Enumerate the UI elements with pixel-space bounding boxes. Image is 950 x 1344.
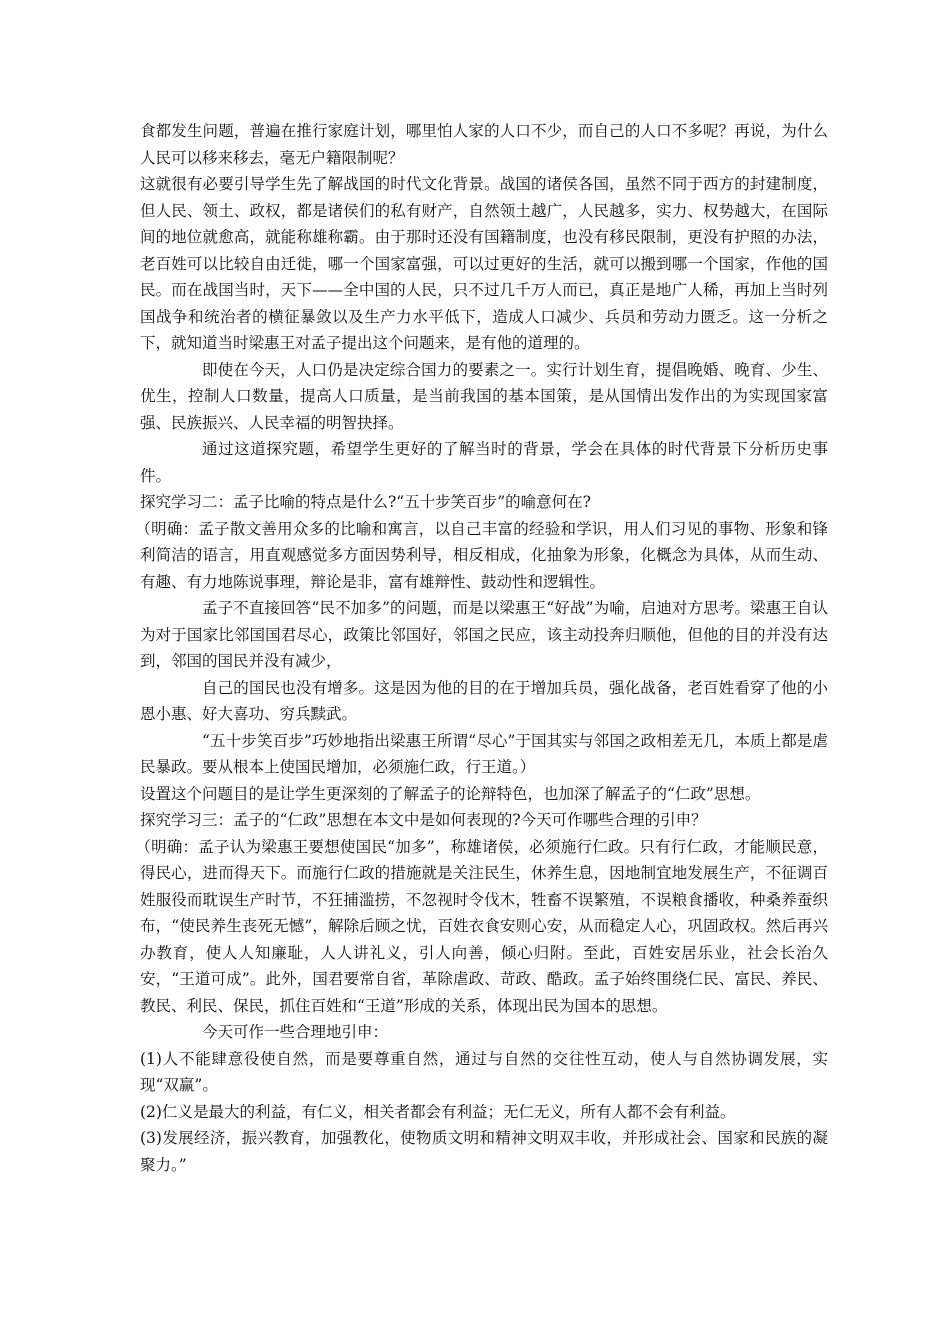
paragraph-own-citizens: 自己的国民也没有增多。这是因为他的目的在于增加兵员，强化战备，老百姓看穿了他的小恩小惠、好大喜功、穷兵黩武。 bbox=[140, 678, 828, 723]
paragraph-fifty-steps: “五十步笑百步”巧妙地指出梁惠王所谓“尽心”于国其实与邻国之政相差无几，本质上都是虐民暴政。要从根本上使国民增加，必须施仁政，行王道。） bbox=[140, 731, 828, 776]
paragraph-mencius-answer: 孟子不直接回答“民不加多”的问题，而是以梁惠王“好战”为喻，启迪对方思考。梁惠王自认为对于国家比邻国国君尽心，政策比邻国好，邻国之民应，该主动投奔归顺他，但他的目的并没有达到，邻国的国民并没有减少， bbox=[140, 599, 828, 670]
paragraph-extension-intro: 今天可作一些合理地引申： bbox=[202, 1023, 389, 1041]
list-item-extension-1: (1)人不能肆意役使自然，而是要尊重自然，通过与自然的交往性互动，使人与自然协调发展，实现“双赢”。 bbox=[140, 1049, 828, 1094]
heading-exploration-three: 探究学习三：孟子的“仁政”思想在本文中是如何表现的?今天可作哪些合理的引申？ bbox=[140, 811, 707, 829]
heading-exploration-two: 探究学习二：孟子比喻的特点是什么?“五十步笑百步”的喻意何在? bbox=[140, 493, 591, 511]
list-item-extension-3: (3)发展经济，振兴教育，加强教化，使物质文明和精神文明双丰收，并形成社会、国家和民族的凝聚力。” bbox=[140, 1129, 828, 1174]
list-item-extension-2: (2)仁义是最大的利益，有仁义，相关者都会有利益；无仁无义，所有人都不会有利益。 bbox=[140, 1102, 736, 1121]
paragraph-question-purpose: 设置这个问题目的是让学生更深刻的了解孟子的论辩特色，也加深了解孟子的“仁政”思想。 bbox=[140, 784, 761, 803]
paragraph-clarify-metaphor: （明确：孟子散文善用众多的比喻和寓言，以自己丰富的经验和学识，用人们习见的事物、形象和锋利简洁的语言，用直观感觉多方面因势利导，相反相成，化抽象为形象，化概念为具体，从而生动、有趣、有力地陈说事理，辩论是非，富有雄辩性、鼓动性和逻辑性。 bbox=[135, 519, 828, 591]
paragraph-population-today: 即使在今天，人口仍是决定综合国力的要素之一。实行计划生育，提倡晚婚、晚育、少生、优生，控制人口数量，提高人口质量，是当前我国的基本国策，是从国情出发作出的为实现国家富强、民族振兴、人民幸福的明智抉择。 bbox=[140, 360, 828, 432]
paragraph-exploration-purpose: 通过这道探究题，希望学生更好的了解当时的背景，学会在具体的时代背景下分析历史事件。 bbox=[140, 440, 828, 485]
document-body bbox=[135, 118, 828, 1178]
paragraph-background-analysis: 这就很有必要引导学生先了解战国的时代文化背景。战国的诸侯各国，虽然不同于西方的封建制度，但人民、领土、政权，都是诸侯们的私有财产，自然领土越广，人民越多，实力、权势越大，在国际间的地位就愈高，就能称雄称霸。由于那时还没有国籍制度，也没有移民限制，更没有护照的办法，老百姓可以比较自由迁徙，哪一个国家富强，可以过更好的生活，就可以搬到哪一个国家，作他的国民。而在战国当时，天下——全中国的人民，只不过几千万人而已，真正是地广人稀，再加上当时列国战争和统治者的横征暴敛以及生产力水平低下，造成人口减少、兵员和劳动力匮乏。这一分析之下，就知道当时梁惠王对孟子提出这个问题来，是有他的道理的。 bbox=[140, 175, 828, 352]
paragraph-continuation: 食都发生问题，普遍在推行家庭计划，哪里怕人家的人口不少，而自己的人口不多呢？再说，为什么人民可以移来移去，毫无户籍限制呢？ bbox=[140, 122, 828, 167]
paragraph-clarify-benevolence: （明确：孟子认为梁惠王要想使国民“加多”，称雄诸侯，必须施行仁政。只有行仁政，才能顺民意，得民心，进而得天下。而施行仁政的措施就是关注民生，休养生息，因地制宜地发展生产，不征调百姓服役而耽误生产时节，不狂捕滥捞，不忽视时令伐木，牲畜不误繁殖，不误粮食播收，种桑养蚕织布，“使民养生丧死无憾”，解除后顾之忧，百姓衣食安则心安，从而稳定人心，巩固政权。然后再兴办教育，使人人知廉耻，人人讲礼义，引人向善，倾心归附。至此，百姓安居乐业，社会长治久安，“王道可成”。此外，国君要常自省，革除虐政、苛政、酷政。孟子始终围绕仁民、富民、养民、教民、利民、保民，抓住百姓和“王道”形成的关系，体现出民为国本的思想。 bbox=[135, 837, 828, 1015]
